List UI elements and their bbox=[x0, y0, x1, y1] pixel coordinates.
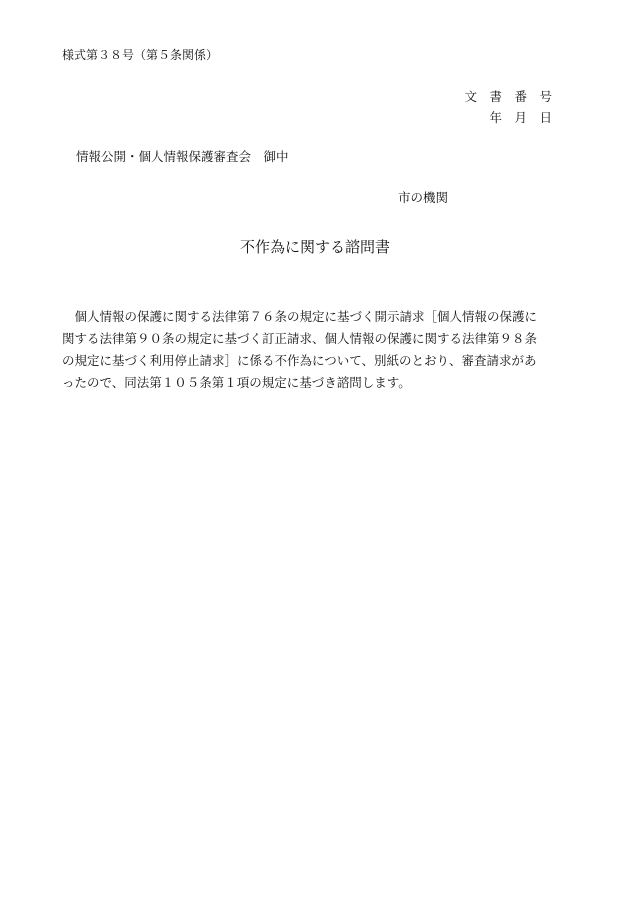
form-number: 様式第３８号（第５条関係） bbox=[62, 48, 219, 62]
body-line: の規定に基づく利用停止請求］に係る不作為について、別紙のとおり、審査請求があ bbox=[62, 353, 537, 368]
body-line: 個人情報の保護に関する法律第７６条の規定に基づく開示請求［個人情報の保護に bbox=[62, 309, 538, 324]
body-line: ったので、同法第１０５条第１項の規定に基づき諮問します。 bbox=[62, 375, 411, 390]
addressee: 情報公開・個人情報保護審査会 御中 bbox=[76, 149, 289, 164]
document-number: 文 書 番 号 bbox=[464, 89, 552, 104]
document-title: 不作為に関する諮問書 bbox=[239, 238, 390, 256]
body-paragraph bbox=[62, 306, 568, 394]
document-date: 年 月 日 bbox=[489, 110, 552, 125]
sender-organization: 市の機関 bbox=[398, 190, 449, 205]
body-line: 関する法律第９０条の規定に基づく訂正請求、個人情報の保護に関する法律第９８条 bbox=[62, 331, 538, 346]
